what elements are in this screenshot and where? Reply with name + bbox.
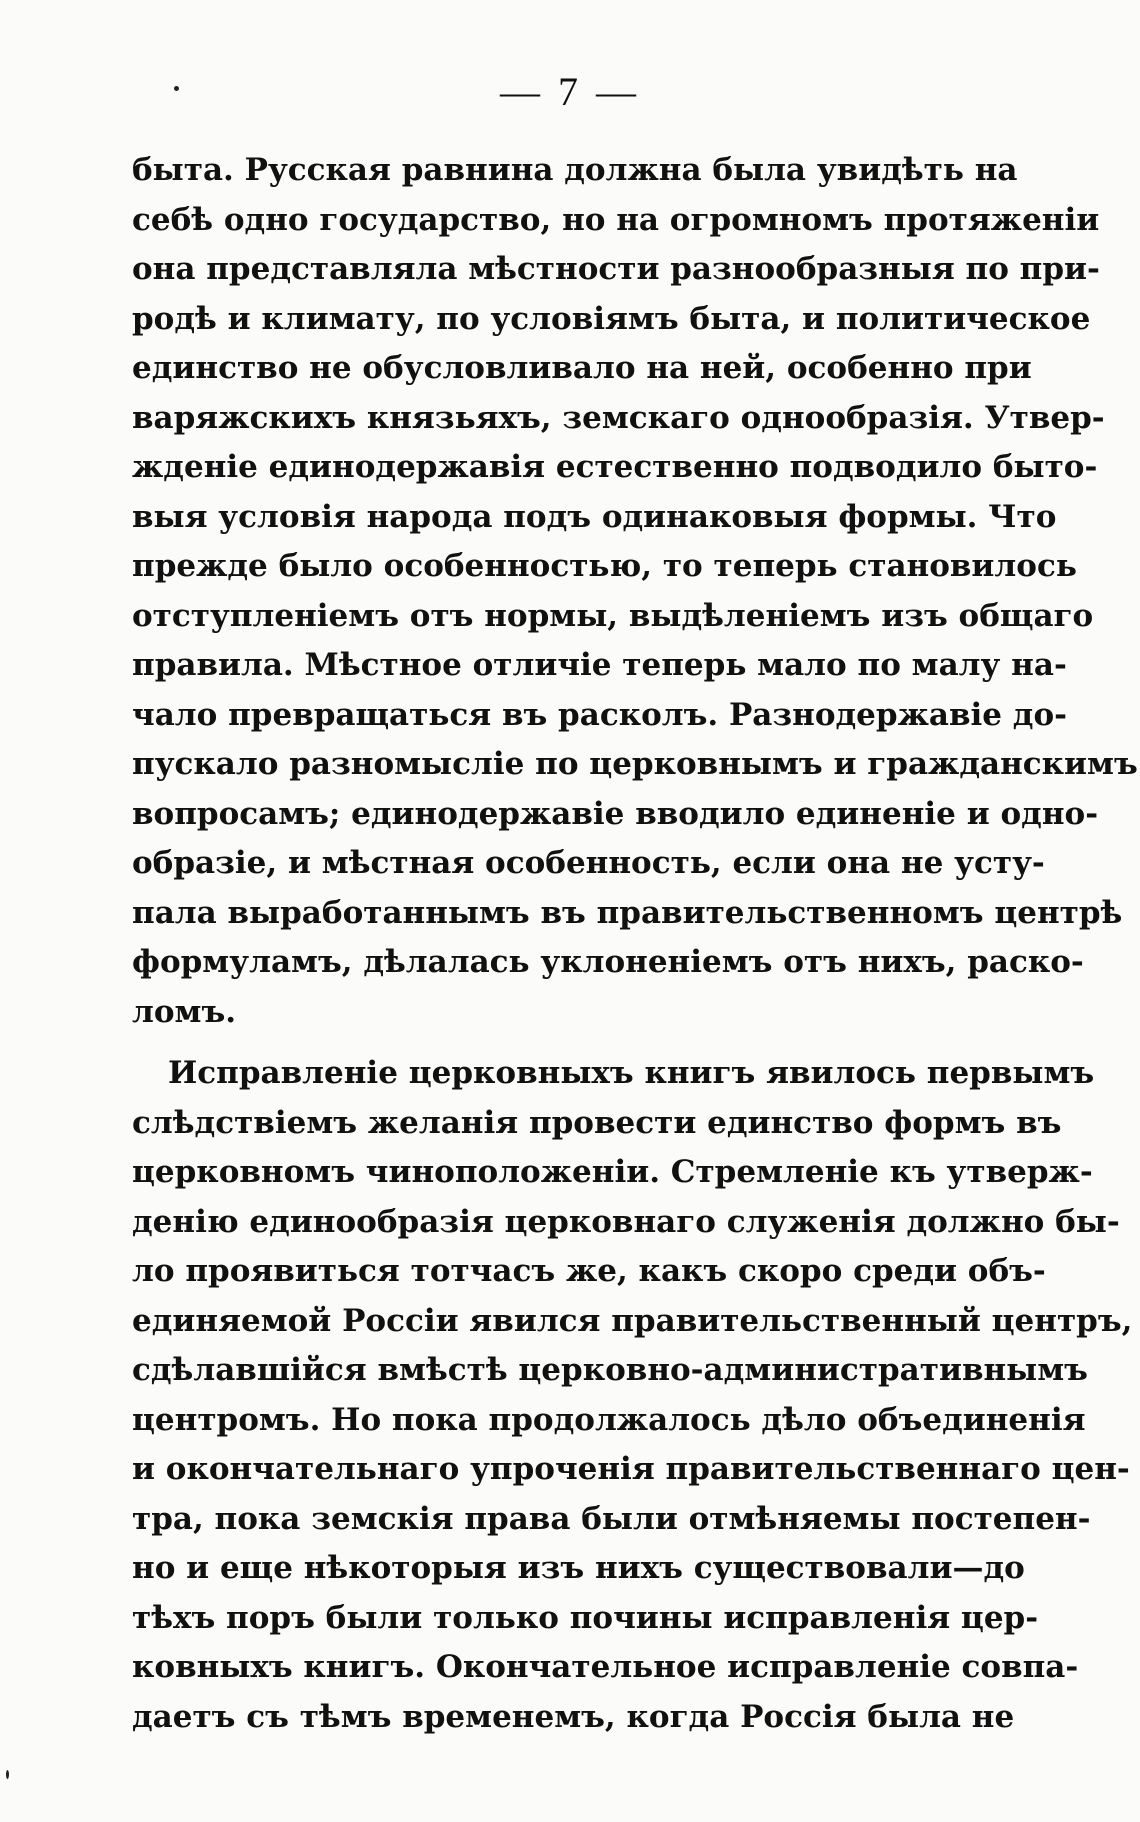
text-line: даетъ съ тѣмъ временемъ, когда Россія была не [132,1698,1015,1735]
text-line: и окончательнаго упроченія правительственнаго цен- [132,1451,1130,1487]
text-line: тра, пока земскія права были отмѣняемы постепен- [132,1500,1091,1537]
text-line: сдѣлавшійся вмѣстѣ церковно-административнымъ [132,1352,1088,1388]
text-line: чало превращаться въ расколъ. Разнодержавіе до- [132,696,1068,733]
paragraph-gap [132,1037,1002,1049]
paragraph [132,146,1138,1037]
text-line: центромъ. Но пока продолжалось дѣло объединенія [132,1401,1086,1438]
text-line: быта. Русская равнина должна была увидѣть на [132,152,1018,188]
text-line: варяжскихъ князьяхъ, земскаго однообразія. Утвер- [132,399,1105,436]
body-text [132,146,1138,1742]
text-line: единяемой Россіи явился правительственный центръ, [132,1302,1133,1339]
text-line: формуламъ, дѣлалась уклоненіемъ отъ нихъ, раско- [132,944,1084,980]
text-line: правила. Мѣстное отличіе теперь мало по малу на- [132,647,1067,683]
text-line: образіе, и мѣстная особенность, если она не усту- [132,845,1045,881]
print-speck [6,1770,9,1779]
text-line: единство не обусловливало на ней, особенно при [132,350,1032,386]
text-line: денію единообразія церковнаго служенія должно бы- [132,1203,1120,1240]
text-line: она представляла мѣстности разнообразныя по при- [132,251,1100,287]
text-line: но и еще нѣкоторыя изъ нихъ существовали—до [132,1550,1025,1586]
text-line: Исправленіе церковныхъ книгъ явилось первымъ [168,1055,1095,1091]
page-number: — 7 — [500,69,640,114]
text-line: прежде было особенностью, то теперь становилось [132,548,1077,584]
text-line: тѣхъ поръ были только почины исправленія цер- [132,1599,1039,1636]
text-line: вопросамъ; единодержавіе вводило единеніе и одно- [132,795,1099,832]
text-line: себѣ одно государство, но на огромномъ протяженіи [132,201,1100,238]
text-line: ломъ. [132,993,237,1030]
text-line: жденіе единодержавія естественно подводило быто- [132,449,1098,485]
text-line: выя условія народа подъ одинаковыя формы. Что [132,498,1057,535]
text-line: пала выработаннымъ въ правительственномъ центрѣ [132,894,1123,931]
text-line: отступленіемъ отъ нормы, выдѣленіемъ изъ общаго [132,597,1094,634]
text-line: родѣ и климату, по условіямъ быта, и политическое [132,300,1091,337]
text-line: пускало разномысліе по церковнымъ и гражданскимъ [132,746,1138,782]
text-line: слѣдствіемъ желанія провести единство формъ въ [132,1104,1062,1141]
text-line: ло проявиться тотчасъ же, какъ скоро среди объ- [132,1253,1046,1289]
text-line: церковномъ чиноположеніи. Стремленіе къ утверж- [132,1154,1093,1190]
paragraph [132,1049,1133,1742]
text-line: ковныхъ книгъ. Окончательное исправленіе совпа- [132,1649,1079,1685]
